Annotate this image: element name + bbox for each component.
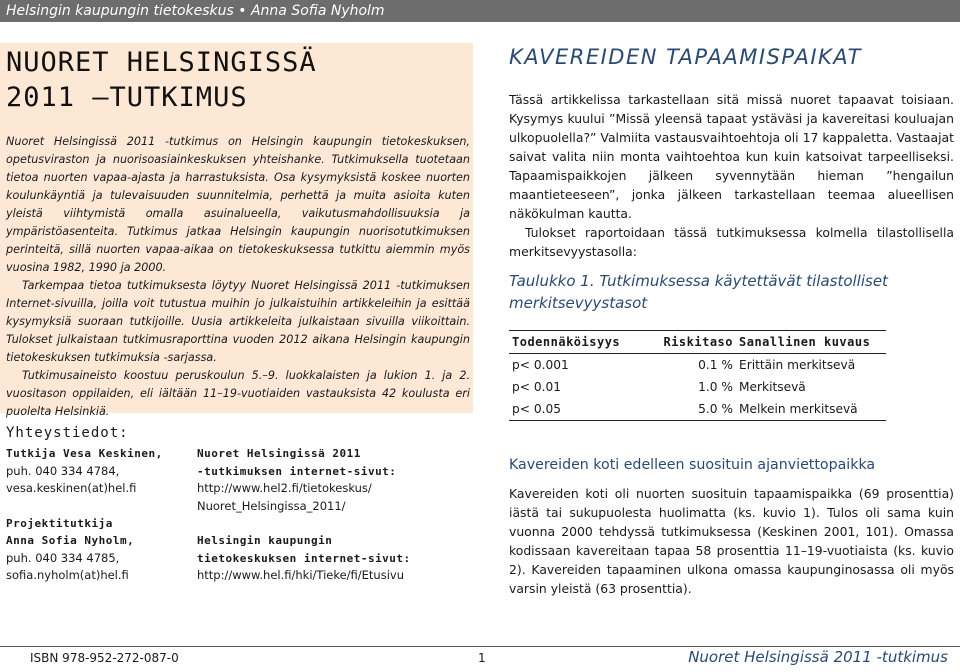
center-site-url[interactable]: http://www.hel.fi/hki/Tieke/fi/Etusivu: [197, 568, 404, 582]
significance-table: [509, 330, 886, 421]
table-caption: Taulukko 1. Tutkimuksessa käytettävät tilastolliset merkitsevyystasot: [509, 272, 888, 312]
study-site-url-2[interactable]: Nuoret_Helsingissa_2011/: [197, 498, 346, 513]
article-intro: [509, 90, 954, 261]
study-site-label-2: -tutkimuksen internet-sivut:: [197, 464, 397, 478]
article-paragraph-2: Tulokset raportoidaan tässä tutkimuksessa kolmella tilastollisella merkitsevyystasolla:: [509, 225, 954, 259]
footer-series: Nuoret Helsingissä 2011 -tutkimus: [688, 648, 948, 666]
table-row: [509, 376, 886, 398]
header-bar: [0, 0, 960, 22]
page-title: NUORET HELSINGISSÄ: [6, 47, 317, 78]
contact-websites: [197, 445, 487, 585]
intro-paragraph-2: Tarkempaa tietoa tutkimuksesta löytyy Nuoret Helsingissä 2011 -tutkimuksen Internet-sivuilla, joilla voit tutustua muihin jo julkaistuihin artikkeleihin ja esittää kysymyksiä suoraan tutkijoille. Uusia artikkeleita julkaistaan sivuilla viikoittain. Tulokset julkaistaan tutkimusraporttina vuoden 2012 aikana Helsingin kaupungin tietokeskuksen tutkimuksia -sarjassa.: [6, 279, 470, 364]
footer-page-number: 1: [478, 651, 486, 665]
table-cell: 5.0 %: [650, 398, 736, 421]
table-cell: p< 0.01: [512, 380, 561, 394]
table-row: [509, 398, 886, 421]
table-cell: 1.0 %: [698, 380, 733, 394]
article-paragraph-1: Tässä artikkelissa tarkastellaan sitä missä nuoret tapaavat toisiaan. Kysymys kuului ”Missä yleensä tapaat ystäväsi ja kavereitasi kouluajan ulkopuolella?” Valmiita vastausvaihtoehtoja oli 17 kappaletta. Vastaajat saivat valita niin monta vaihtoehtoa kun kuin katsoivat tarpeelliseksi. Tapaamispaikkojen jälkeen syvennytään hieman ”hengailun maantieteeseen”, jonka jälkeen tarkastellaan teemaa alueellisen näkökulman kautta.: [509, 92, 954, 221]
table-row: [509, 354, 886, 377]
table-header: Todennäköisyys: [509, 331, 650, 354]
study-site-label-1: Nuoret Helsingissä 2011: [197, 447, 361, 460]
footer-divider: [0, 646, 960, 647]
center-site-label-2: tietokeskuksen internet-sivut:: [197, 551, 411, 565]
researcher-phone: puh. 040 334 4784,: [6, 463, 120, 478]
table-cell: Melkein merkitsevä: [736, 398, 886, 421]
table-cell: p< 0.05: [509, 398, 650, 421]
section-text: [509, 484, 954, 598]
intro-paragraph-3: Tutkimusaineisto koostuu peruskoulun 5.–9. luokkalaisten ja lukion 1. ja 2. vuositason oppilaiden, eli iältään 11–19-vuotiaiden vastauksista 42 koulusta eri puolelta Helsinkiä.: [6, 369, 470, 418]
researcher-email[interactable]: vesa.keskinen(at)hel.fi: [6, 481, 137, 495]
table-cell: p< 0.001: [512, 358, 569, 372]
header-text: Helsingin kaupungin tietokeskus • Anna Sofia Nyholm: [6, 3, 385, 19]
project-researcher-phone: puh. 040 334 4785,: [6, 550, 120, 565]
section-title: Kavereiden koti edelleen suosituin ajanviettopaikka: [509, 457, 876, 473]
project-researcher-email[interactable]: sofia.nyholm(at)hel.fi: [6, 568, 129, 582]
table-cell: Erittäin merkitsevä: [739, 358, 856, 372]
page-subtitle: 2011 —TUTKIMUS: [6, 82, 248, 113]
article-title: KAVEREIDEN TAPAAMISPAIKAT: [509, 45, 862, 69]
study-site-url-1[interactable]: http://www.hel2.fi/tietokeskus/: [197, 481, 372, 495]
contact-title: Yhteystiedot:: [6, 425, 129, 441]
project-researcher-name: Anna Sofia Nyholm,: [6, 534, 135, 547]
section-paragraph: Kavereiden koti oli nuorten suosituin tapaamispaikka (69 prosenttia) iästä tai sukupuolesta huolimatta (ks. kuvio 1). Tulos oli sama kuin vuonna 2000 tehdyssä tutkimuksessa (Keskinen 2001, 101). Omassa kodissaan kavereitaan tapaa 58 prosenttia 11–19-vuotiaista (ks. kuvio 2). Kavereiden tapaaminen ulkona omassa kaupunginosassa oli myös varsin yleistä (63 prosenttia).: [509, 486, 954, 596]
table-header-row: [509, 331, 886, 354]
researcher-label: Tutkija Vesa Keskinen,: [6, 447, 163, 460]
intro-paragraph-1: Nuoret Helsingissä 2011 -tutkimus on Helsingin kaupungin tietokeskuksen, opetusviraston ja nuorisoasiainkeskuksen yhteishanke. Tutkimuksella tuotetaan tietoa nuorten vapaa-ajasta ja harrastuksista. Osa kysymyksistä koskee nuorten koulunkäyntiä ja tulevaisuuden suunnitelmia, perhettä ja muita asioita kuten yleistä viihtymistä omalla asuinalueella, vaikutusmahdollisuuksia ja ympäristöasenteita. Tutkimus jatkaa Helsingin kaupungin nuorisotutkimuksen perinteitä, sillä nuorten vapaa-aikaa on tietokeskuksessa tutkittu aiemmin myös vuosina 1982, 1990 ja 2000.: [6, 135, 470, 274]
project-researcher-label: Projektitutkija: [6, 516, 113, 530]
table-header: Sanallinen kuvaus: [736, 331, 886, 354]
table-cell: Merkitsevä: [739, 380, 806, 394]
footer-isbn: ISBN 978-952-272-087-0: [30, 651, 179, 665]
table-header: Riskitaso: [650, 331, 736, 354]
contact-researcher: [6, 445, 196, 585]
table-cell: 0.1 %: [698, 358, 733, 372]
center-site-label-1: Helsingin kaupungin: [197, 534, 333, 547]
intro-text: [6, 133, 470, 421]
